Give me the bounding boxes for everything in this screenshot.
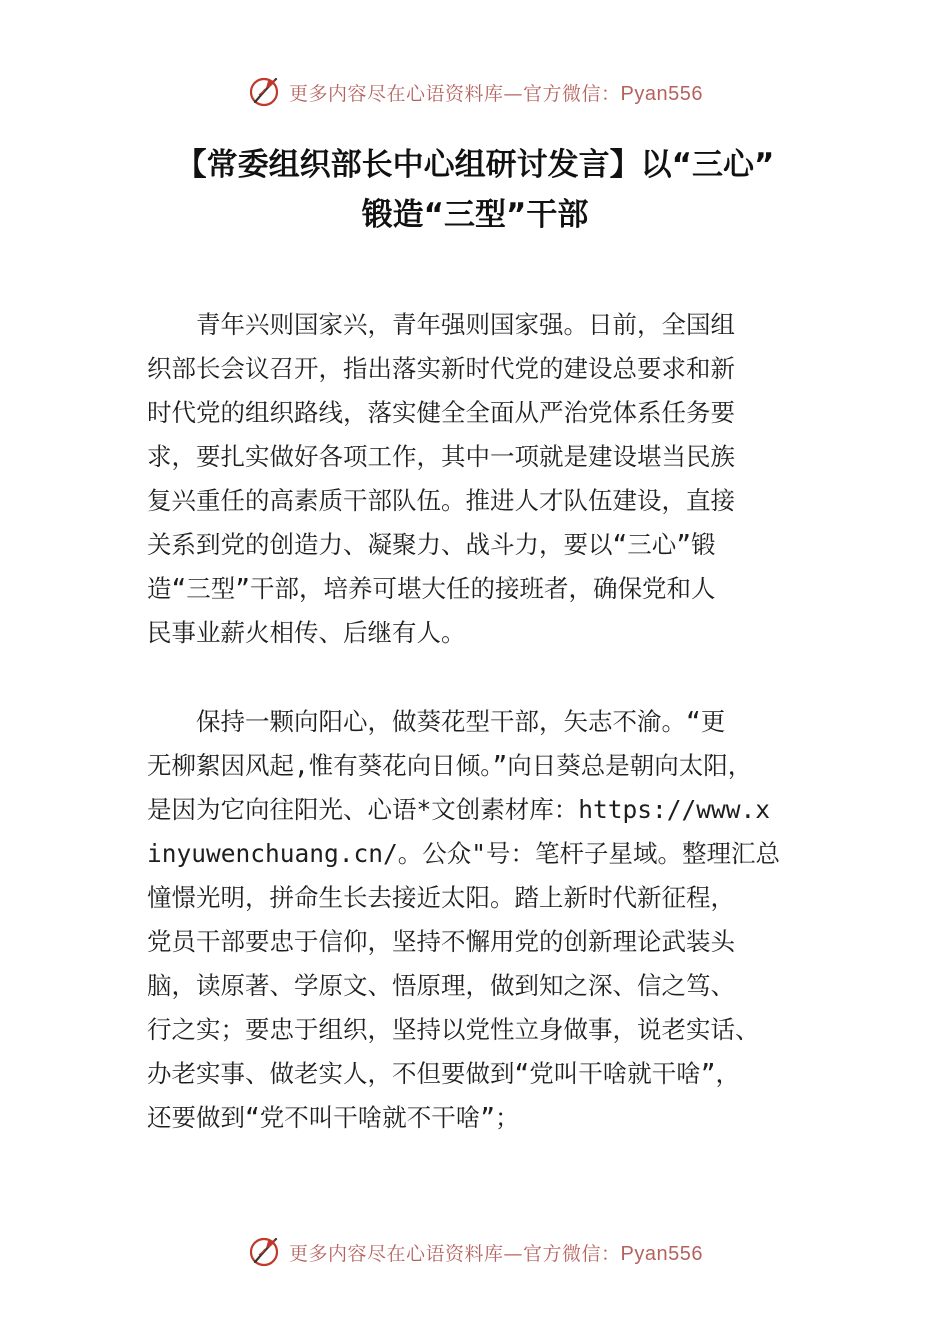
paragraph-1 [147,303,827,655]
text-line: 关系到党的创造力、凝聚力、战斗力，要以“三心”锻 [147,530,716,559]
text-line: 办老实事、做老实人，不但要做到“党叫干啥就干啥”， [147,1059,740,1088]
header-banner [0,70,950,114]
text-line: 憧憬光明，拼命生长去接近太阳。踏上新时代新征程， [147,883,735,912]
banner-text: 更多内容尽在心语资料库—官方微信：Pyan556 [289,82,703,105]
text-line: 求，要扎实做好各项工作，其中一项就是建设堪当民族 [147,442,735,471]
text-line: 造“三型”干部，培养可堪大任的接班者，确保党和人 [147,574,716,603]
text-line: 织部长会议召开，指出落实新时代党的建设总要求和新 [147,354,735,383]
text-line: 时代党的组织路线，落实健全全面从严治党体系任务要 [147,398,735,427]
text-line: inyuwenchuang.cn/。公众"号：笔杆子星域。整理汇总 [147,839,781,868]
text-line: 是因为它向往阳光、心语*文创素材库：https://www.x [147,795,771,824]
text-line: 行之实；要忠于组织，坚持以党性立身做事，说老实话、 [147,1015,760,1044]
text-line: 复兴重任的高素质干部队伍。推进人才队伍建设，直接 [147,486,735,515]
title-line-1: 【常委组织部长中心组研讨发言】以“三心” [175,147,775,183]
text-line: 青年兴则国家兴，青年强则国家强。日前，全国组 [147,310,735,339]
footer-banner [0,1230,950,1274]
quill-logo-icon [247,75,281,109]
paragraph-2 [147,700,827,1140]
quill-logo-icon [247,1235,281,1269]
text-line: 脑，读原著、学原文、悟原理，做到知之深、信之笃、 [147,971,735,1000]
banner-text: 更多内容尽在心语资料库—官方微信：Pyan556 [289,1242,703,1265]
text-line: 党员干部要忠于信仰，坚持不懈用党的创新理论武装头 [147,927,735,956]
text-line: 还要做到“党不叫干啥就不干啥”； [147,1103,520,1132]
text-line: 无柳絮因风起,惟有葵花向日倾。”向日葵总是朝向太阳， [147,751,753,780]
document-title [80,140,870,240]
wechat-id: Pyan556 [620,1242,703,1265]
wechat-id: Pyan556 [620,82,703,105]
text-line: 民事业薪火相传、后继有人。 [147,618,466,647]
text-line: 保持一颗向阳心，做葵花型干部，矢志不渝。“更 [147,707,726,736]
title-line-2: 锻造“三型”干部 [361,197,589,233]
